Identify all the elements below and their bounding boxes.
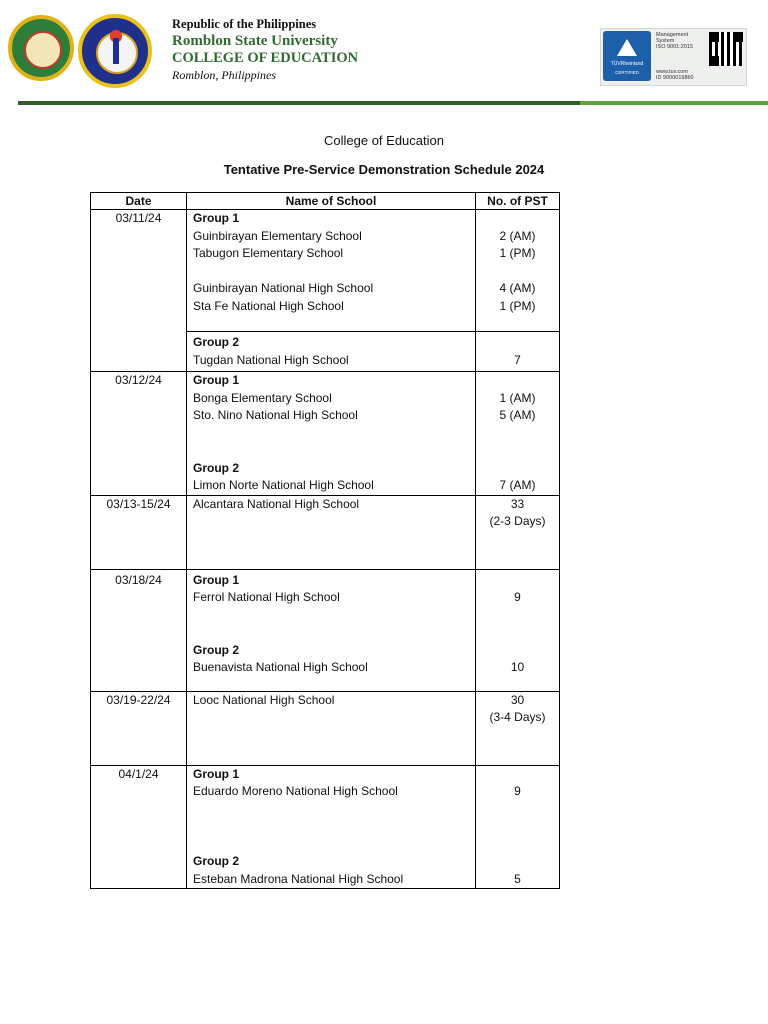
school-name: Guinbirayan National High School [193,281,374,295]
pst-cell [476,569,560,691]
group-label: Group 1 [193,766,240,781]
school-name: Esteban Madrona National High School [193,871,404,886]
tuv-triangle-icon [617,39,637,56]
school-name: Buenavista National High School [193,660,368,674]
school-name: Sto. Nino National High School [193,408,358,422]
date-cell: 03/18/24 [91,569,187,691]
tuv-rheinland-logo [603,31,651,81]
table-row [91,569,560,691]
school-name: Tabugon Elementary School [193,246,344,260]
pst-cell [476,691,560,765]
header-divider-light [580,101,768,105]
date-cell: 03/12/24 [91,372,187,496]
group-label: Group 2 [193,460,240,475]
cert-line-5: ID 9000019860 [656,75,694,81]
cert-line-2: System [656,38,675,44]
qr-code-icon [709,32,743,66]
table-row [91,210,560,332]
pst-value: 30 [510,692,525,707]
school-name: Guinbirayan Elementary School [193,228,362,243]
pst-value: 1 (PM) [499,298,536,313]
pst-value: 1 (AM) [499,390,536,405]
date-cell: 03/19-22/24 [91,691,187,765]
school-cell [187,372,476,496]
pst-cell [476,495,560,569]
pst-value: 9 [514,784,521,798]
school-name: Ferrol National High School [193,590,340,604]
pst-cell [476,765,560,889]
school-cell [187,691,476,765]
tuv-certified-label: CERTIFIED [615,70,639,75]
pst-duration: (2-3 Days) [489,514,546,528]
school-name: Alcantara National High School [193,496,360,511]
pst-value: 1 (PM) [499,246,536,260]
table-header-row [91,193,560,210]
group-label: Group 2 [193,642,240,657]
college-of-education-seal-logo [78,14,152,88]
pst-cell [476,210,560,332]
pst-value: 2 (AM) [499,228,536,243]
pst-value: 4 (AM) [499,281,536,295]
school-cell [187,495,476,569]
school-cell [187,765,476,889]
school-name: Bonga Elementary School [193,390,332,405]
school-cell [187,569,476,691]
group-label: Group 1 [193,373,240,387]
pst-value: 33 [510,496,525,511]
header-school: Name of School [187,193,476,210]
header-republic: Republic of the Philippines [172,17,317,31]
school-name: Limon Norte National High School [193,478,374,492]
cert-line-4: www.tuv.com [656,69,688,75]
tuv-label: TÜVRheinland [610,61,644,67]
group-label: Group 1 [193,572,240,587]
group-label: Group 2 [193,854,240,868]
header-location: Romblon, Philippines [172,68,276,82]
pst-cell [476,332,560,372]
school-cell [187,332,476,372]
header-date: Date [91,193,187,210]
table-row [91,691,560,765]
table-row [91,495,560,569]
pst-value: 5 [514,871,521,886]
date-cell: 04/1/24 [91,765,187,889]
school-name: Eduardo Moreno National High School [193,784,398,798]
header-college: COLLEGE OF EDUCATION [172,50,359,66]
cert-line-3: ISO 9001:2015 [656,44,694,50]
schedule-table [90,192,560,889]
school-name: Tugdan National High School [193,352,349,367]
date-cell: 03/11/24 [91,210,187,372]
pst-value: 7 [514,352,521,367]
pst-value: 5 (AM) [499,408,536,422]
torch-icon [113,38,119,64]
date-cell: 03/13-15/24 [91,495,187,569]
pst-cell [476,372,560,496]
document-title: Tentative Pre-Service Demonstration Schedule 2024 [223,162,545,177]
group-label: Group 1 [193,211,240,225]
header-university: Romblon State University [172,33,338,49]
group-label: Group 2 [193,335,240,349]
pst-duration: (3-4 Days) [489,710,546,724]
table-row [91,765,560,889]
pst-value: 10 [510,660,525,674]
header-divider-dark [18,101,580,105]
school-name: Sta Fe National High School [193,298,344,313]
school-name: Looc National High School [193,692,335,707]
table-row [91,372,560,496]
pst-value: 7 (AM) [499,478,536,492]
iso-certification-badge [600,28,747,86]
header-pst: No. of PST [476,193,560,210]
rsu-seal-logo [8,15,74,81]
pst-value: 9 [514,590,521,604]
document-subtitle: College of Education [324,133,444,148]
cert-line-1: Management [656,32,689,38]
school-cell [187,210,476,332]
